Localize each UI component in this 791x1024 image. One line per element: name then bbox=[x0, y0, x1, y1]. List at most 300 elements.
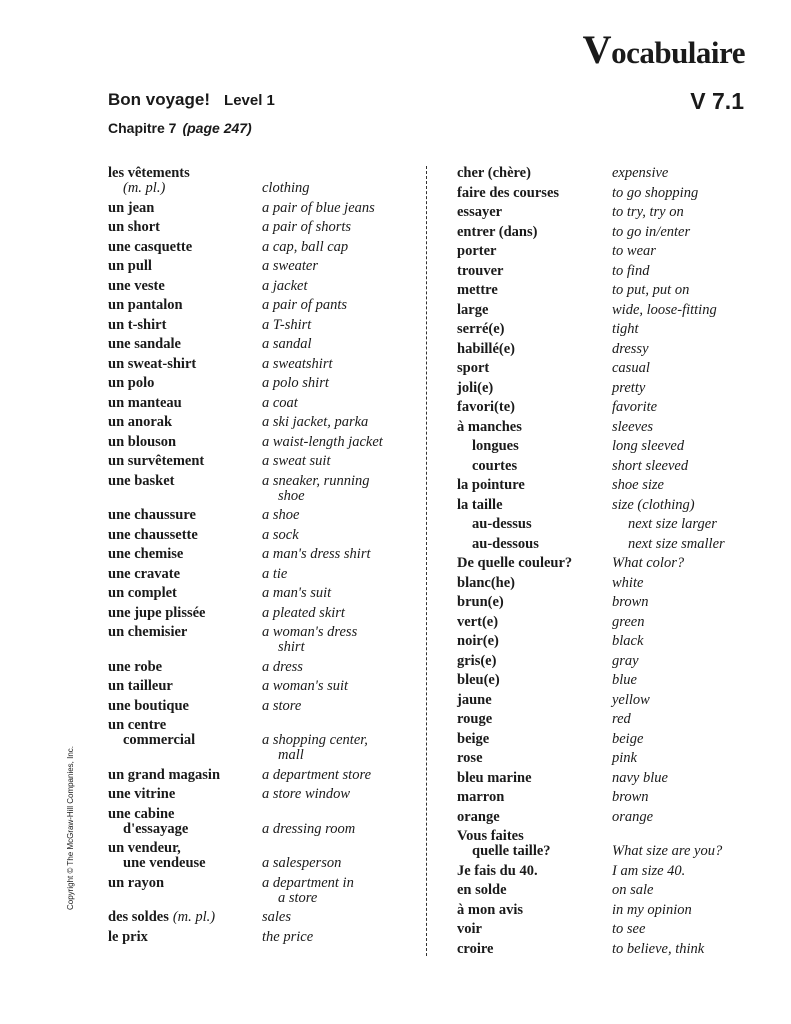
french-term-text: un chemisier bbox=[108, 624, 188, 640]
french-term-text: la taille bbox=[457, 496, 503, 513]
vocab-entry bbox=[457, 283, 757, 298]
english-translation bbox=[612, 342, 649, 357]
vocab-entry bbox=[457, 537, 757, 552]
french-term-text-cont: (m. pl.) bbox=[123, 180, 166, 196]
english-translation-text: brown bbox=[612, 594, 649, 610]
english-translation bbox=[612, 400, 657, 415]
english-translation-text: a pair of pants bbox=[262, 297, 347, 313]
english-translation-text-cont: What size are you? bbox=[612, 843, 723, 859]
vocab-entry bbox=[108, 547, 408, 562]
chapter-line bbox=[108, 120, 252, 136]
french-term-text: une veste bbox=[108, 277, 165, 294]
english-translation bbox=[262, 547, 371, 562]
english-translation-text: a pleated skirt bbox=[262, 604, 345, 621]
english-translation bbox=[612, 439, 684, 454]
vocab-entry bbox=[457, 790, 757, 805]
english-translation-text: to go shopping bbox=[612, 184, 699, 201]
french-term bbox=[108, 718, 262, 748]
english-translation-text: a jacket bbox=[262, 277, 308, 294]
french-term bbox=[457, 673, 612, 688]
vocab-entry bbox=[457, 576, 757, 591]
vocab-entry bbox=[108, 396, 408, 411]
vocab-entry bbox=[457, 420, 757, 435]
french-term-text-cont: commercial bbox=[123, 732, 196, 748]
french-term bbox=[108, 807, 262, 837]
french-term bbox=[108, 259, 262, 274]
french-term bbox=[457, 498, 612, 513]
french-term bbox=[457, 478, 612, 493]
french-term-text: une cabine bbox=[108, 805, 175, 822]
french-term bbox=[108, 910, 262, 925]
french-term-text: les vêtements bbox=[108, 165, 190, 181]
french-term bbox=[108, 528, 262, 543]
english-translation bbox=[262, 586, 331, 601]
vocab-entry bbox=[457, 342, 757, 357]
english-translation-text: favorite bbox=[612, 399, 658, 415]
english-translation-text: What color? bbox=[612, 555, 685, 571]
french-term-text: courtes bbox=[472, 457, 518, 474]
english-translation-text-cont: shirt bbox=[278, 639, 305, 655]
vocab-entry bbox=[457, 303, 757, 318]
english-translation bbox=[262, 876, 354, 906]
vocab-entry bbox=[108, 876, 408, 906]
english-translation-text-cont: a store bbox=[278, 889, 318, 906]
french-term bbox=[457, 244, 612, 259]
english-translation-text: sleeves bbox=[612, 418, 654, 435]
french-term bbox=[457, 576, 612, 591]
english-translation-text: to find bbox=[612, 262, 650, 279]
english-translation-text: green bbox=[612, 613, 645, 630]
english-translation-text: a polo shirt bbox=[262, 375, 329, 391]
vocab-entry bbox=[108, 454, 408, 469]
french-term-text: serré(e) bbox=[457, 321, 505, 337]
french-term-text: De quelle couleur? bbox=[457, 555, 573, 571]
english-translation bbox=[262, 718, 368, 763]
french-term-text: essayer bbox=[457, 204, 503, 220]
french-term-text: un centre bbox=[108, 717, 167, 733]
english-translation bbox=[262, 298, 347, 313]
english-translation bbox=[612, 673, 637, 688]
english-translation bbox=[262, 201, 375, 216]
french-term-text: Je fais du 40. bbox=[457, 862, 538, 879]
english-translation-text: wide, loose-fitting bbox=[612, 301, 717, 318]
french-term bbox=[108, 787, 262, 802]
vocab-entry bbox=[108, 337, 408, 352]
french-term bbox=[457, 400, 612, 415]
french-term-text: croire bbox=[457, 940, 494, 957]
vocab-entry bbox=[108, 660, 408, 675]
french-term bbox=[108, 768, 262, 783]
french-term bbox=[108, 547, 262, 562]
vocab-entry bbox=[108, 166, 408, 196]
french-term bbox=[108, 660, 262, 675]
french-term bbox=[457, 615, 612, 630]
french-term-text: un blouson bbox=[108, 433, 177, 450]
english-translation-text: brown bbox=[612, 789, 649, 805]
vocab-entry bbox=[108, 679, 408, 694]
english-translation-text bbox=[262, 841, 341, 856]
french-term-text: cher (chère) bbox=[457, 165, 531, 181]
french-term bbox=[457, 732, 612, 747]
english-translation bbox=[612, 186, 698, 201]
english-translation-text: gray bbox=[612, 652, 639, 669]
english-translation bbox=[612, 864, 685, 879]
vocab-entry bbox=[108, 841, 408, 871]
english-translation-text bbox=[262, 807, 355, 822]
english-translation bbox=[262, 240, 348, 255]
english-translation bbox=[262, 279, 308, 294]
vocab-entry bbox=[108, 474, 408, 504]
french-term-text: un vendeur, bbox=[108, 840, 181, 856]
french-term bbox=[108, 454, 262, 469]
french-term-text: une jupe plissée bbox=[108, 604, 206, 621]
french-term bbox=[457, 283, 612, 298]
french-term bbox=[108, 201, 262, 216]
french-term-text: une casquette bbox=[108, 238, 193, 255]
vocab-entry bbox=[457, 400, 757, 415]
french-term-text: brun(e) bbox=[457, 594, 504, 610]
vocab-entry bbox=[108, 768, 408, 783]
french-term-text: favori(te) bbox=[457, 399, 515, 415]
english-translation bbox=[612, 634, 643, 649]
english-translation bbox=[612, 166, 668, 181]
vocab-entry bbox=[457, 381, 757, 396]
vocab-entry bbox=[457, 864, 757, 879]
vocab-entry bbox=[108, 318, 408, 333]
vocab-entry bbox=[108, 357, 408, 372]
french-term bbox=[108, 415, 262, 430]
english-translation-text: shoe size bbox=[612, 477, 664, 493]
english-translation-text-cont: mall bbox=[278, 747, 304, 763]
french-term-text: un survêtement bbox=[108, 453, 205, 469]
english-translation-text: a sandal bbox=[262, 336, 312, 352]
english-translation-text: a sweat suit bbox=[262, 453, 331, 469]
english-translation-text: to try, try on bbox=[612, 204, 684, 220]
english-translation-text: a sneaker, running bbox=[262, 472, 370, 489]
french-term-text-cont: quelle taille? bbox=[472, 843, 551, 859]
french-term bbox=[457, 517, 612, 532]
vocab-entry bbox=[108, 807, 408, 837]
english-translation bbox=[262, 376, 329, 391]
english-translation bbox=[612, 654, 639, 669]
english-translation-text: a sweatshirt bbox=[262, 355, 333, 372]
english-translation-text: short sleeved bbox=[612, 457, 689, 474]
vocab-entry bbox=[108, 435, 408, 450]
english-translation bbox=[262, 474, 370, 504]
english-translation-text: pink bbox=[612, 750, 637, 766]
english-translation-text: a store bbox=[262, 697, 302, 714]
book-level: Level 1 bbox=[224, 92, 275, 109]
french-term-text: un complet bbox=[108, 585, 177, 601]
french-term bbox=[457, 654, 612, 669]
french-term-text-cont: une vendeuse bbox=[123, 855, 206, 871]
french-term-text: marron bbox=[457, 789, 505, 805]
french-term bbox=[108, 606, 262, 621]
french-term bbox=[108, 240, 262, 255]
french-term-text: le prix bbox=[108, 928, 148, 945]
french-term-text: un sweat-shirt bbox=[108, 355, 197, 372]
vocab-entry bbox=[457, 244, 757, 259]
french-term-text: mettre bbox=[457, 282, 498, 298]
vocab-entry bbox=[457, 903, 757, 918]
english-translation bbox=[612, 225, 690, 240]
english-translation bbox=[612, 576, 643, 591]
english-translation-text: black bbox=[612, 633, 644, 649]
vocab-entry bbox=[108, 201, 408, 216]
french-term-text: entrer (dans) bbox=[457, 223, 538, 240]
vocab-entry bbox=[457, 673, 757, 688]
english-translation-text: a man's suit bbox=[262, 585, 332, 601]
french-term bbox=[457, 556, 612, 571]
english-translation bbox=[262, 337, 312, 352]
english-translation-text: to believe, think bbox=[612, 940, 705, 957]
english-translation bbox=[262, 454, 330, 469]
french-term-text: une boutique bbox=[108, 697, 189, 714]
french-term-text: la pointure bbox=[457, 477, 525, 493]
copyright-notice: Copyright © The McGraw-Hill Companies, Inc. bbox=[66, 745, 75, 910]
french-term-text: à mon avis bbox=[457, 901, 524, 918]
english-translation-text-cont: a shopping center, bbox=[262, 732, 368, 748]
french-term bbox=[108, 298, 262, 313]
english-translation bbox=[612, 459, 688, 474]
french-term bbox=[457, 303, 612, 318]
french-term bbox=[457, 634, 612, 649]
vocab-entry bbox=[457, 712, 757, 727]
english-translation bbox=[262, 679, 348, 694]
vocab-entry bbox=[457, 942, 757, 957]
english-translation bbox=[262, 508, 299, 523]
vocab-entry bbox=[108, 279, 408, 294]
french-term bbox=[108, 625, 262, 640]
english-translation bbox=[262, 357, 333, 372]
french-term-text: jaune bbox=[457, 691, 492, 708]
vocab-entry bbox=[457, 771, 757, 786]
book-title: Bon voyage! bbox=[108, 90, 211, 109]
french-term bbox=[108, 318, 262, 333]
french-term bbox=[457, 751, 612, 766]
english-translation-text: a waist-length jacket bbox=[262, 433, 383, 450]
french-term-text: joli(e) bbox=[457, 379, 494, 396]
english-translation-text: long sleeved bbox=[612, 438, 685, 454]
english-translation-text: to wear bbox=[612, 243, 656, 259]
chapter-page: (page 247) bbox=[182, 120, 252, 136]
english-translation bbox=[262, 841, 341, 871]
english-translation-text: I am size 40. bbox=[612, 862, 686, 879]
english-translation-text: next size larger bbox=[628, 516, 717, 532]
english-translation bbox=[262, 318, 311, 333]
english-translation bbox=[612, 556, 684, 571]
vocab-entry bbox=[457, 883, 757, 898]
vocab-entry bbox=[108, 240, 408, 255]
english-translation-text bbox=[612, 829, 722, 844]
french-term-text: rose bbox=[457, 750, 483, 766]
french-term bbox=[457, 205, 612, 220]
english-translation bbox=[612, 322, 639, 337]
french-term bbox=[457, 186, 612, 201]
french-term bbox=[108, 166, 262, 196]
french-term-text: une chemise bbox=[108, 546, 184, 562]
english-translation bbox=[612, 381, 645, 396]
french-term-text: habillé(e) bbox=[457, 340, 515, 357]
vocab-entry bbox=[457, 829, 757, 859]
vocab-entry bbox=[457, 186, 757, 201]
vocabulaire-initial: V bbox=[582, 27, 612, 72]
english-translation-text: the price bbox=[262, 928, 314, 945]
vocab-entry bbox=[457, 322, 757, 337]
french-term-text: un anorak bbox=[108, 414, 173, 430]
french-term bbox=[457, 790, 612, 805]
vocab-entry bbox=[457, 264, 757, 279]
french-term bbox=[457, 712, 612, 727]
vocab-entry bbox=[108, 508, 408, 523]
french-term bbox=[457, 942, 612, 957]
french-term-text: orange bbox=[457, 808, 500, 825]
english-translation bbox=[612, 712, 631, 727]
vocab-entry bbox=[108, 298, 408, 313]
english-translation-text: a T-shirt bbox=[262, 316, 312, 333]
vocab-entry bbox=[457, 654, 757, 669]
english-translation bbox=[262, 660, 303, 675]
vocab-column-left bbox=[108, 166, 408, 949]
vocab-entry bbox=[457, 205, 757, 220]
english-translation bbox=[612, 732, 643, 747]
english-translation bbox=[262, 220, 351, 235]
english-translation-text: on sale bbox=[612, 882, 654, 898]
french-term bbox=[108, 508, 262, 523]
english-translation bbox=[612, 751, 637, 766]
vocab-entry bbox=[108, 606, 408, 621]
english-translation-text-cont: a salesperson bbox=[262, 855, 342, 871]
vocab-entry bbox=[457, 166, 757, 181]
english-translation-text: size (clothing) bbox=[612, 496, 695, 513]
french-term bbox=[108, 220, 262, 235]
french-term-text: une cravate bbox=[108, 565, 181, 582]
english-translation bbox=[612, 693, 650, 708]
french-term bbox=[457, 537, 612, 552]
english-translation bbox=[612, 478, 664, 493]
vocabulaire-heading bbox=[583, 26, 745, 73]
vocab-entry bbox=[457, 810, 757, 825]
english-translation-text: beige bbox=[612, 730, 644, 747]
english-translation bbox=[262, 166, 310, 196]
english-translation bbox=[262, 910, 291, 925]
vocab-entry bbox=[457, 732, 757, 747]
french-term-text: en solde bbox=[457, 882, 507, 898]
vocabulaire-rest: ocabulaire bbox=[611, 35, 745, 70]
french-term-text: au-dessous bbox=[472, 535, 539, 552]
english-translation-text: a woman's suit bbox=[262, 678, 349, 694]
french-term-text: bleu(e) bbox=[457, 672, 500, 688]
english-translation-text: a ski jacket, parka bbox=[262, 414, 369, 430]
french-term-text: un pull bbox=[108, 258, 152, 274]
english-translation bbox=[612, 883, 653, 898]
english-translation bbox=[612, 264, 649, 279]
english-translation-text: a coat bbox=[262, 394, 298, 411]
vocab-entry bbox=[457, 517, 757, 532]
english-translation-text bbox=[262, 166, 310, 181]
english-translation-text: a department store bbox=[262, 766, 372, 783]
vocab-entry bbox=[108, 220, 408, 235]
vocab-entry bbox=[108, 787, 408, 802]
english-translation bbox=[612, 829, 722, 859]
french-term-text: un t-shirt bbox=[108, 316, 167, 333]
vocab-entry bbox=[108, 625, 408, 655]
english-translation-text: a shoe bbox=[262, 507, 300, 523]
vocab-entry bbox=[108, 718, 408, 763]
english-translation bbox=[612, 517, 717, 532]
english-translation bbox=[262, 606, 345, 621]
english-translation-text: a sweater bbox=[262, 258, 318, 274]
french-term-text-cont: d'essayage bbox=[123, 820, 189, 837]
english-translation-text: next size smaller bbox=[628, 535, 725, 552]
english-translation-text: to go in/enter bbox=[612, 223, 691, 240]
english-translation-text: a pair of blue jeans bbox=[262, 199, 375, 216]
grammar-note: (m. pl.) bbox=[172, 909, 216, 925]
french-term-text: bleu marine bbox=[457, 769, 532, 786]
english-translation bbox=[262, 528, 299, 543]
french-term-text: une vitrine bbox=[108, 786, 176, 802]
french-term bbox=[457, 342, 612, 357]
french-term bbox=[108, 841, 262, 871]
french-term-text: une chaussette bbox=[108, 526, 198, 543]
french-term-text: des soldes bbox=[108, 909, 169, 925]
english-translation bbox=[262, 787, 350, 802]
french-term bbox=[457, 883, 612, 898]
english-translation-text: a tie bbox=[262, 565, 288, 582]
english-translation-text: a pair of shorts bbox=[262, 219, 352, 235]
english-translation-text: casual bbox=[612, 360, 650, 376]
vocab-entry bbox=[108, 259, 408, 274]
french-term-text: vert(e) bbox=[457, 613, 499, 630]
english-translation bbox=[262, 396, 298, 411]
french-term-text: un polo bbox=[108, 375, 155, 391]
english-translation-text-cont: a dressing room bbox=[262, 820, 356, 837]
french-term bbox=[457, 864, 612, 879]
french-term-text: un manteau bbox=[108, 394, 182, 411]
french-term-text: beige bbox=[457, 730, 490, 747]
english-translation-text: yellow bbox=[612, 691, 650, 708]
french-term bbox=[457, 361, 612, 376]
french-term-text: un tailleur bbox=[108, 678, 173, 694]
french-term-text: blanc(he) bbox=[457, 574, 515, 591]
english-translation-text: pretty bbox=[612, 379, 646, 396]
french-term bbox=[108, 357, 262, 372]
sheet-code: V 7.1 bbox=[690, 88, 744, 114]
french-term-text: faire des courses bbox=[457, 184, 560, 201]
french-term-text: un jean bbox=[108, 199, 155, 216]
vocab-entry bbox=[457, 751, 757, 766]
english-translation bbox=[612, 498, 695, 513]
english-translation-text: dressy bbox=[612, 340, 649, 357]
english-translation bbox=[612, 810, 653, 825]
french-term-text: à manches bbox=[457, 418, 522, 435]
french-term-text: au-dessus bbox=[472, 516, 532, 532]
french-term-text: une basket bbox=[108, 472, 175, 489]
vocab-entry bbox=[108, 415, 408, 430]
english-translation bbox=[262, 259, 318, 274]
english-translation bbox=[612, 922, 645, 937]
english-translation bbox=[612, 420, 653, 435]
french-term bbox=[457, 420, 612, 435]
english-translation-text: a cap, ball cap bbox=[262, 238, 349, 255]
french-term-text: une sandale bbox=[108, 336, 181, 352]
english-translation bbox=[262, 415, 368, 430]
french-term bbox=[457, 903, 612, 918]
vocab-entry bbox=[457, 225, 757, 240]
french-term bbox=[108, 474, 262, 489]
book-title-line bbox=[108, 90, 275, 110]
french-term bbox=[108, 337, 262, 352]
